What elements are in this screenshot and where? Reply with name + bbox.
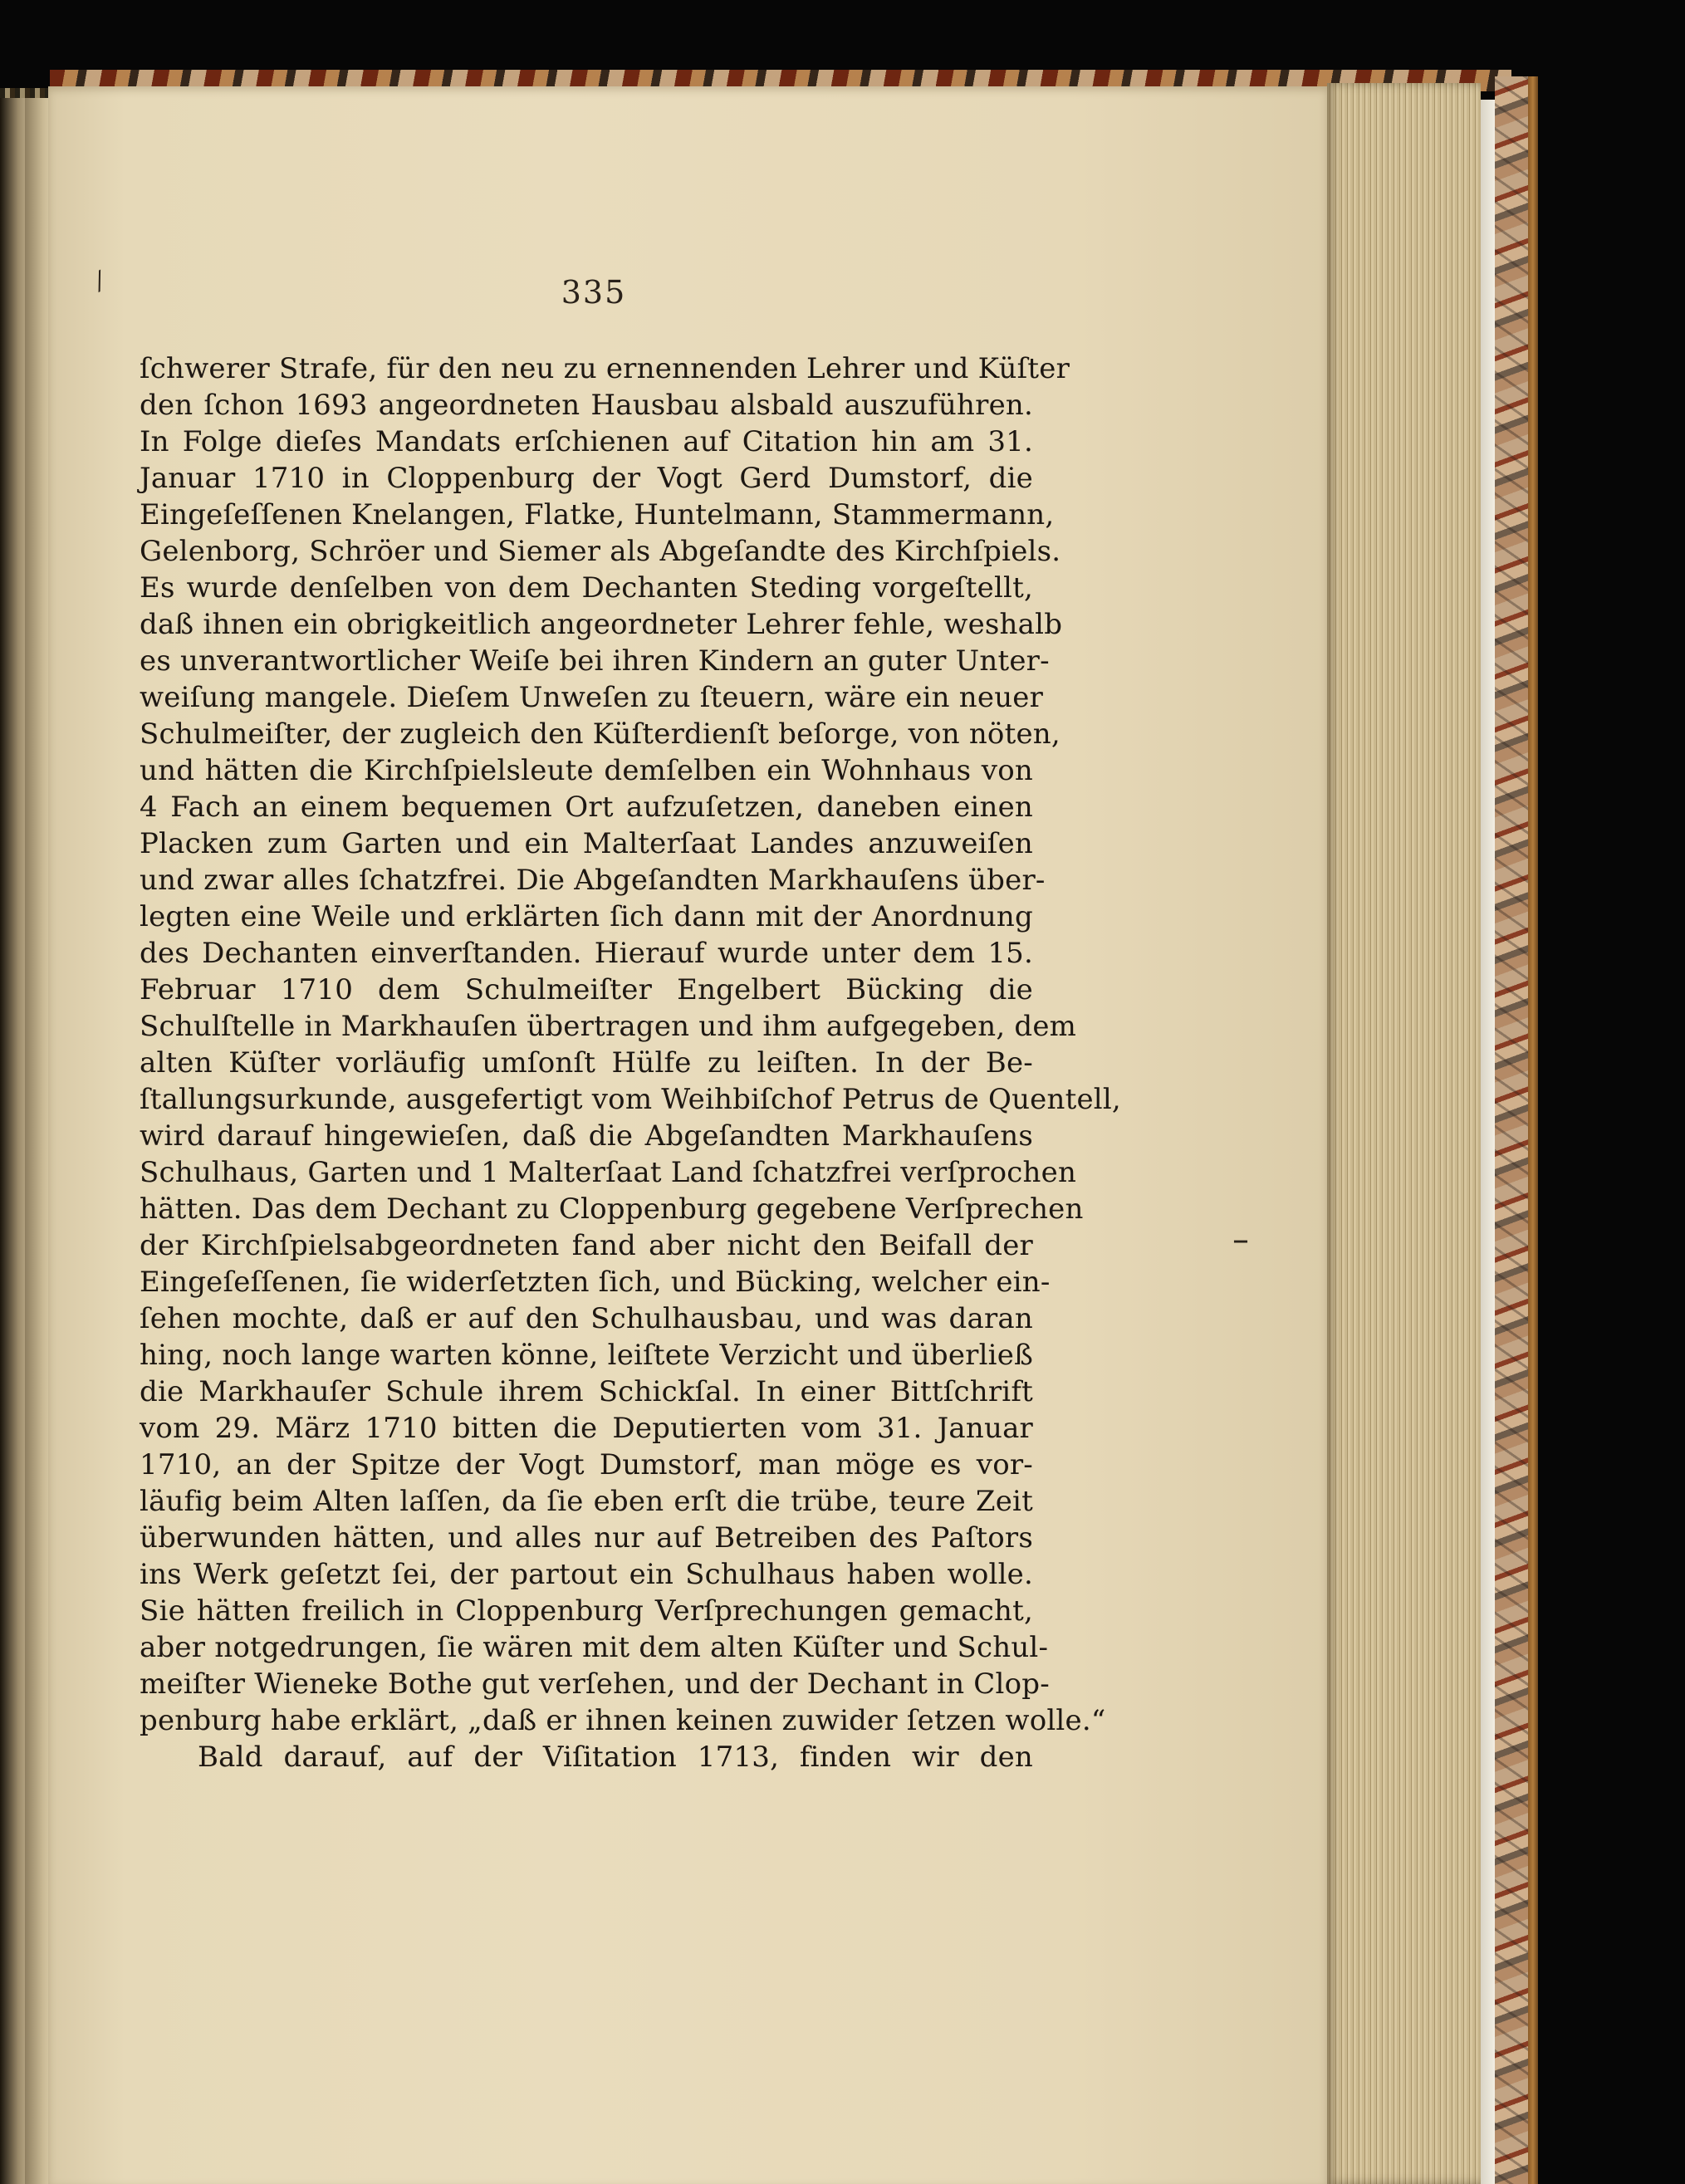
marbled-cover-board: [1495, 76, 1528, 2184]
text-line: meiſter Wieneke Bothe gut verſehen, und der Dechant in Clop-: [140, 1667, 1050, 1701]
text-line: Eingeſeſſenen, ſie widerſetzten ſich, und Bücking, welcher ein-: [140, 1266, 1051, 1299]
text-line: wird darauf hingewieſen, daß die Abgeſandten Markhauſens: [140, 1119, 1033, 1153]
leather-spine-edge: [1528, 76, 1538, 2184]
text-line: Sie hätten freilich in Cloppenburg Verſprechungen gemacht,: [140, 1594, 1033, 1628]
text-line: Schulmeiſter, der zugleich den Küſterdienſt beſorge, von nöten,: [140, 717, 1060, 751]
text-line: ſtallungsurkunde, ausgefertigt vom Weihbiſchof Petrus de Quentell,: [140, 1083, 1121, 1116]
pencil-mark-right: –: [1232, 1221, 1249, 1259]
text-line: hätten. Das dem Dechant zu Cloppenburg gegebene Verſprechen: [140, 1192, 1084, 1226]
page-number: 335: [561, 274, 627, 311]
text-line: Gelenborg, Schröer und Siemer als Abgeſandte des Kirchſpiels.: [140, 535, 1061, 568]
body-text: [140, 350, 1121, 1775]
pencil-mark-left: ⁄: [91, 268, 110, 296]
text-line: Bald darauf, auf der Viſitation 1713, finden wir den: [198, 1741, 1033, 1774]
text-line: Schulhaus, Garten und 1 Malterſaat Land ſchatzfrei verſprochen: [140, 1156, 1077, 1189]
text-line: Januar 1710 in Cloppenburg der Vogt Gerd Dumstorf, die: [140, 462, 1033, 495]
text-line: vom 29. März 1710 bitten die Deputierten vom 31. Januar: [140, 1412, 1033, 1445]
text-line: penburg habe erklärt, „daß er ihnen keinen zuwider ſetzen wolle.“: [140, 1704, 1106, 1737]
text-line: ſchwerer Strafe, für den neu zu ernennenden Lehrer und Küſter: [140, 352, 1070, 385]
text-line: es unverantwortlicher Weiſe bei ihren Kindern an guter Unter-: [140, 644, 1050, 678]
text-line: überwunden hätten, und alles nur auf Betreiben des Paſtors: [140, 1521, 1033, 1555]
text-line: und hätten die Kirchſpielsleute demſelben ein Wohnhaus von: [140, 754, 1033, 787]
text-line: hing, noch lange warten könne, leiſtete Verzicht und überließ: [140, 1339, 1033, 1372]
text-line: läufig beim Alten laſſen, da ſie eben erſt die trübe, teure Zeit: [140, 1485, 1033, 1518]
text-line: aber notgedrungen, ſie wären mit dem alten Küſter und Schul-: [140, 1631, 1049, 1664]
text-line: Es wurde denſelben von dem Dechanten Steding vorgeſtellt,: [140, 571, 1033, 605]
text-line: ins Werk geſetzt ſei, der partout ein Schulhaus haben wolle.: [140, 1558, 1033, 1591]
page-block-edge: [1327, 83, 1481, 2184]
text-line: und zwar alles ſchatzfrei. Die Abgeſandten Markhauſens über-: [140, 864, 1046, 897]
text-line: 4 Fach an einem bequemen Ort aufzuſetzen, daneben einen: [140, 791, 1033, 824]
text-line: Schulſtelle in Markhauſen übertragen und ihm aufgegeben, dem: [140, 1010, 1077, 1043]
text-line: Februar 1710 dem Schulmeiſter Engelbert Bücking die: [140, 973, 1033, 1006]
text-line: 1710, an der Spitze der Vogt Dumstorf, man möge es vor-: [140, 1448, 1033, 1481]
text-line: Placken zum Garten und ein Malterſaat Landes anzuweiſen: [140, 827, 1033, 860]
endpaper-edge: [1481, 100, 1496, 2184]
text-line: Eingeſeſſenen Knelangen, Flatke, Huntelmann, Stammermann,: [140, 498, 1055, 531]
text-line: den ſchon 1693 angeordneten Hausbau alsbald auszuführen.: [140, 389, 1033, 422]
text-line: alten Küſter vorläufig umſonſt Hülfe zu leiſten. In der Be-: [140, 1046, 1033, 1080]
text-line: weiſung mangele. Dieſem Unweſen zu ſteuern, wäre ein neuer: [140, 681, 1044, 714]
text-line: der Kirchſpielsabgeordneten fand aber nicht den Beifall der: [140, 1229, 1033, 1262]
text-line: ſehen mochte, daß er auf den Schulhausbau, und was daran: [140, 1302, 1033, 1335]
text-line: die Markhauſer Schule ihrem Schickſal. In einer Bittſchrift: [140, 1375, 1033, 1408]
text-line: des Dechanten einverſtanden. Hierauf wurde unter dem 15.: [140, 937, 1033, 970]
text-line: In Folge dieſes Mandats erſchienen auf Citation hin am 31.: [140, 425, 1033, 458]
text-line: daß ihnen ein obrigkeitlich angeordneter Lehrer fehle, weshalb: [140, 608, 1063, 641]
text-line: legten eine Weile und erklärten ſich dann mit der Anordnung: [140, 900, 1033, 933]
